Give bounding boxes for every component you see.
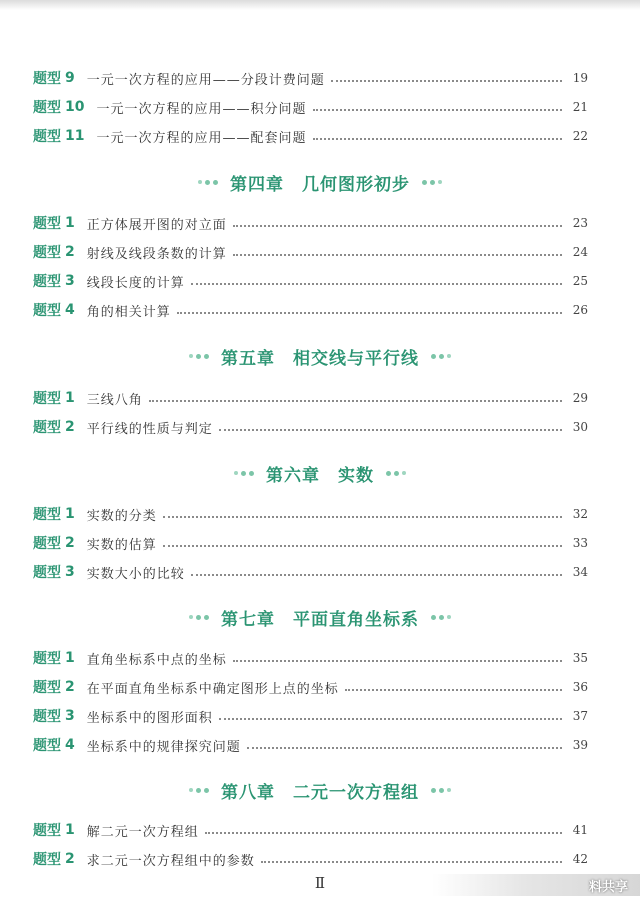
entry-page: 24 xyxy=(572,245,588,259)
entry-label: 题型 xyxy=(33,303,61,319)
watermark-text: 料共享 xyxy=(588,879,628,895)
entry-label: 题型 xyxy=(33,507,61,523)
dot-leader xyxy=(233,254,562,256)
entry-page: 19 xyxy=(572,71,588,85)
entry-number: 2 xyxy=(65,535,75,551)
toc-entry[interactable] xyxy=(33,68,588,88)
dot-leader xyxy=(345,689,562,691)
chapter-title: 第四章 几何图形初步 xyxy=(230,174,410,195)
entry-number: 1 xyxy=(65,506,75,522)
dot-leader xyxy=(219,718,562,720)
entry-title: 实数大小的比较 xyxy=(86,566,185,582)
entry-number: 1 xyxy=(65,822,75,838)
entry-title: 求二元一次方程组中的参数 xyxy=(86,853,255,869)
entry-page: 30 xyxy=(572,420,588,434)
entry-number: 9 xyxy=(65,70,75,86)
entry-title: 线段长度的计算 xyxy=(86,275,185,291)
entry-title: 实数的估算 xyxy=(86,537,157,553)
entry-label: 题型 xyxy=(33,216,61,232)
toc-entry[interactable] xyxy=(33,849,588,869)
toc-entry[interactable] xyxy=(33,300,588,320)
entry-number: 3 xyxy=(65,708,75,724)
entry-page: 25 xyxy=(572,274,588,288)
toc-entry[interactable] xyxy=(33,388,588,408)
toc-entry[interactable] xyxy=(33,735,588,755)
entry-label: 题型 xyxy=(33,738,61,754)
entry-label: 题型 xyxy=(33,852,61,868)
left-dots-ornament xyxy=(198,180,218,185)
entry-label: 题型 xyxy=(33,100,61,116)
chapter-title: 第八章 二元一次方程组 xyxy=(221,782,419,803)
chapter-heading xyxy=(0,778,640,802)
left-dots-ornament xyxy=(189,788,209,793)
entry-title: 坐标系中的图形面积 xyxy=(86,710,213,726)
entry-title: 角的相关计算 xyxy=(86,304,171,320)
toc-entry[interactable] xyxy=(33,213,588,233)
entry-number: 1 xyxy=(65,390,75,406)
entry-page: 32 xyxy=(572,507,588,521)
entry-page: 41 xyxy=(572,823,588,837)
entry-number: 2 xyxy=(65,244,75,260)
toc-entry[interactable] xyxy=(33,820,588,840)
dot-leader xyxy=(219,429,562,431)
chapter-title: 第六章 实数 xyxy=(266,465,374,486)
toc-entry[interactable] xyxy=(33,417,588,437)
entry-title: 正方体展开图的对立面 xyxy=(86,217,227,233)
entry-title: 一元一次方程的应用——积分问题 xyxy=(96,101,307,117)
entry-page: 42 xyxy=(572,852,588,866)
entry-number: 4 xyxy=(65,737,75,753)
page-number: Ⅱ xyxy=(314,874,326,892)
dot-leader xyxy=(247,747,562,749)
entry-page: 26 xyxy=(572,303,588,317)
entry-label: 题型 xyxy=(33,245,61,261)
entry-page: 37 xyxy=(572,709,588,723)
chapter-title: 第五章 相交线与平行线 xyxy=(221,348,419,369)
dot-leader xyxy=(331,80,562,82)
toc-entry[interactable] xyxy=(33,562,588,582)
chapter-heading xyxy=(0,461,640,485)
entry-label: 题型 xyxy=(33,709,61,725)
entry-label: 题型 xyxy=(33,536,61,552)
entry-title: 三线八角 xyxy=(86,392,143,408)
left-dots-ornament xyxy=(234,471,254,476)
entry-page: 33 xyxy=(572,536,588,550)
dot-leader xyxy=(233,225,562,227)
entry-label: 题型 xyxy=(33,420,61,436)
entry-label: 题型 xyxy=(33,565,61,581)
entry-number: 11 xyxy=(65,128,85,144)
entry-page: 34 xyxy=(572,565,588,579)
entry-number: 4 xyxy=(65,302,75,318)
entry-title: 平行线的性质与判定 xyxy=(86,421,213,437)
entry-title: 一元一次方程的应用——配套问题 xyxy=(96,130,307,146)
entry-number: 1 xyxy=(65,215,75,231)
entry-number: 2 xyxy=(65,679,75,695)
dot-leader xyxy=(163,516,562,518)
dot-leader xyxy=(313,138,563,140)
toc-entry[interactable] xyxy=(33,533,588,553)
entry-title: 坐标系中的规律探究问题 xyxy=(86,739,241,755)
toc-entry[interactable] xyxy=(33,706,588,726)
chapter-heading xyxy=(0,344,640,368)
entry-number: 2 xyxy=(65,419,75,435)
entry-label: 题型 xyxy=(33,391,61,407)
entry-title: 直角坐标系中点的坐标 xyxy=(86,652,227,668)
dot-leader xyxy=(191,574,562,576)
right-dots-ornament xyxy=(431,354,451,359)
chapter-heading xyxy=(0,170,640,194)
entry-page: 36 xyxy=(572,680,588,694)
entry-page: 21 xyxy=(572,100,588,114)
dot-leader xyxy=(149,400,562,402)
toc-entry[interactable] xyxy=(33,97,588,117)
entry-title: 射线及线段条数的计算 xyxy=(86,246,227,262)
dot-leader xyxy=(191,283,562,285)
entry-label: 题型 xyxy=(33,680,61,696)
entry-number: 3 xyxy=(65,273,75,289)
entry-number: 10 xyxy=(65,99,85,115)
entry-label: 题型 xyxy=(33,129,61,145)
toc-entry[interactable] xyxy=(33,677,588,697)
toc-entry[interactable] xyxy=(33,504,588,524)
entry-number: 2 xyxy=(65,851,75,867)
right-dots-ornament xyxy=(431,615,451,620)
entry-title: 解二元一次方程组 xyxy=(86,824,199,840)
dot-leader xyxy=(205,832,562,834)
page-top-shadow xyxy=(0,0,640,10)
watermark xyxy=(432,874,640,896)
toc-entry[interactable] xyxy=(33,648,588,668)
dot-leader xyxy=(233,660,562,662)
dot-leader xyxy=(261,861,562,863)
dot-leader xyxy=(163,545,562,547)
right-dots-ornament xyxy=(386,471,406,476)
entry-label: 题型 xyxy=(33,274,61,290)
entry-page: 23 xyxy=(572,216,588,230)
right-dots-ornament xyxy=(422,180,442,185)
chapter-heading xyxy=(0,605,640,629)
entry-label: 题型 xyxy=(33,823,61,839)
toc-entry[interactable] xyxy=(33,242,588,262)
entry-page: 39 xyxy=(572,738,588,752)
entry-title: 一元一次方程的应用——分段计费问题 xyxy=(86,72,325,88)
left-dots-ornament xyxy=(189,615,209,620)
dot-leader xyxy=(313,109,563,111)
entry-page: 29 xyxy=(572,391,588,405)
entry-title: 在平面直角坐标系中确定图形上点的坐标 xyxy=(86,681,339,697)
entry-number: 3 xyxy=(65,564,75,580)
toc-entry[interactable] xyxy=(33,271,588,291)
entry-title: 实数的分类 xyxy=(86,508,157,524)
dot-leader xyxy=(177,312,562,314)
toc-entry[interactable] xyxy=(33,126,588,146)
entry-label: 题型 xyxy=(33,651,61,667)
entry-number: 1 xyxy=(65,650,75,666)
left-dots-ornament xyxy=(189,354,209,359)
entry-page: 35 xyxy=(572,651,588,665)
right-dots-ornament xyxy=(431,788,451,793)
entry-page: 22 xyxy=(572,129,588,143)
entry-label: 题型 xyxy=(33,71,61,87)
chapter-title: 第七章 平面直角坐标系 xyxy=(221,609,419,630)
